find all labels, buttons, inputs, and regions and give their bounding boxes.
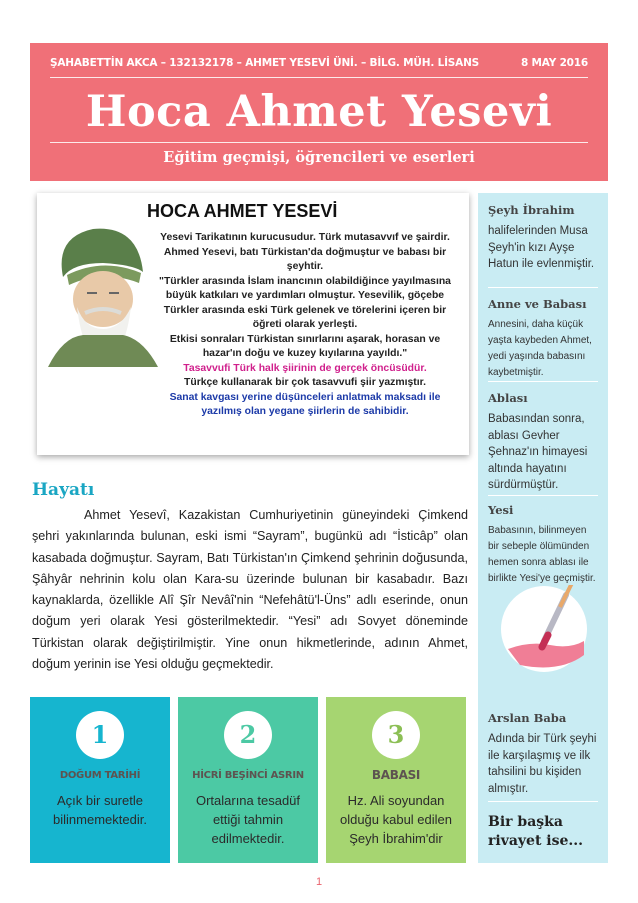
sidebar-divider [488,801,598,802]
fact-box-text: Açık bir suretle bilinmemektedir. [53,793,147,827]
sidebar-section-yesi [488,503,600,587]
poster-image [37,193,469,455]
sidebar-divider [488,287,598,288]
number-badge: 1 [76,711,124,759]
header-rule-bottom [50,142,588,143]
header-banner [30,43,608,181]
sidebar-section-anne-babasi [488,297,600,381]
paintbrush-icon [500,585,588,673]
sidebar-text: Adında bir Türk şeyhi ile karşılaşmış ve ilk tahsilini bu kişiden almıştır. [488,733,597,795]
header-rule-top [50,77,588,78]
article-body: Ahmet Yesevî, Kazakistan Cumhuriyetinin güneyindeki Çimkend şehri yakınlarında bulunan, eski ismi “Sayram”, bugünkü adı “İsticâp” olan kasabada doğmuştur. Sayram, Batı Türkistan'ın Çimkend şehrinin doğusunda, Şâhyâr nehrinin kolu olan Kara-su üzerinde bulunan bir kasabadır. Bazı kaynaklarda, özellikle Alî Şîr Nevâî'nin “Nefehâtü'l-Üns” adlı eserinde, onun doğum yeri olarak Yesi gösterilmektedir. “Yesi” adı Sovyet döneminde Türkistan olarak değiştirilmiştir. Yine onun hikmetlerinde, adının Ahmet, doğum yerinin ise Yesi olduğu geçmektedir. [32,508,468,672]
sidebar-divider [488,381,598,382]
poster-text [155,231,455,420]
number-badge: 2 [224,711,272,759]
fact-box-hijri-century [178,697,318,863]
sidebar-heading: Arslan Baba [488,711,567,725]
poster-title: HOCA AHMET YESEVİ [147,201,338,221]
fact-box-text: Ortalarına tesadüf ettiği tahmin edilmektedir. [195,793,301,846]
sidebar-heading: Ablası [488,391,528,405]
sidebar-section-ablasi [488,391,600,494]
sidebar-section-seyh-ibrahim [488,203,600,273]
sidebar-text: Babasının, bilinmeyen bir sebeple ölümünden hemen sonra ablası ile birlikte Yesi'ye geçmiştir. [488,525,596,584]
sidebar-text: halifelerinden Musa Şeyh'in kızı Ayşe Hatun ile evlenmiştir. [488,225,595,270]
sidebar-section-arslan-baba [488,711,600,797]
header-topline [50,57,588,69]
fact-box-text: Hz. Ali soyundan olduğu kabul edilen Şeyh İbrahim'dir [339,793,453,846]
poster-line-pink: Tasavvufi Türk halk şiirinin de gerçek öncüsüdür. [183,362,427,374]
page-number: 1 [315,876,323,888]
sidebar-heading: Yesi [488,503,514,517]
poster-line: Yesevi Tarikatının kurucusudur. Türk mutasavvıf ve şairdir. [160,232,450,243]
fact-box-label: BABASI [371,768,421,782]
poster-line: Türkçe kullanarak bir çok tasavvufi şiir yazmıştır. [184,377,426,388]
sidebar-heading: Şeyh İbrahim [488,203,575,217]
sidebar-text: Annesini, daha küçük yaşta kaybeden Ahmet, yedi yaşında babasını kaybetmiştir. [488,319,592,378]
article-heading: Hayatı [32,480,95,500]
page-title: Hoca Ahmet Yesevi [85,87,553,137]
fact-box-label: DOĞUM TARİHİ [59,770,141,781]
fact-box-father [326,697,466,863]
poster-line: Ahmed Yesevi, batı Türkistan'da doğmuştur ve babası bir şeyhtir. [163,246,447,272]
poster-line: Etkisi sonraları Türkistan sınırlarını aşarak, horasan ve hazar'ın doğu ve kuzey kıyılarına yayıldı." [169,333,441,359]
sidebar-divider [488,495,598,496]
portrait-illustration [43,217,161,367]
fact-box-birth-date [30,697,170,863]
poster-line-blue: Sanat kavgası yerine düşünceleri anlatmak maksadı ile yazılmış olan yegane şiirlerin de sahibidir. [169,391,441,417]
page-subtitle: Eğitim geçmişi, öğrencileri ve eserleri [163,149,475,166]
poster-line: "Türkler arasında İslam inancının olabildiğince yayılmasına büyük katkıları ve yardımları olmuştur. Yesevilik, göçebe Türkler arasında eski Türk gelenek ve törelerini içeren bir öğreti olarak yerleşti. [159,275,451,330]
number-badge: 3 [372,711,420,759]
author-line: ŞAHABETTİN AKCA – 132132178 – AHMET YESEVİ ÜNİ. – BİLG. MÜH. LİSANS [50,57,480,69]
sidebar-text: Babasından sonra, ablası Gevher Şehnaz'ın himayesi altında hayatını sürdürmüştür. [488,413,588,491]
date-label: 8 MAY 2016 [520,57,588,69]
sidebar-closing: Bir başka rivayet ise... [488,814,584,849]
sidebar [478,193,608,863]
fact-box-label: HİCRİ BEŞİNCİ ASRIN [192,770,304,781]
sidebar-heading: Anne ve Babası [488,297,587,311]
